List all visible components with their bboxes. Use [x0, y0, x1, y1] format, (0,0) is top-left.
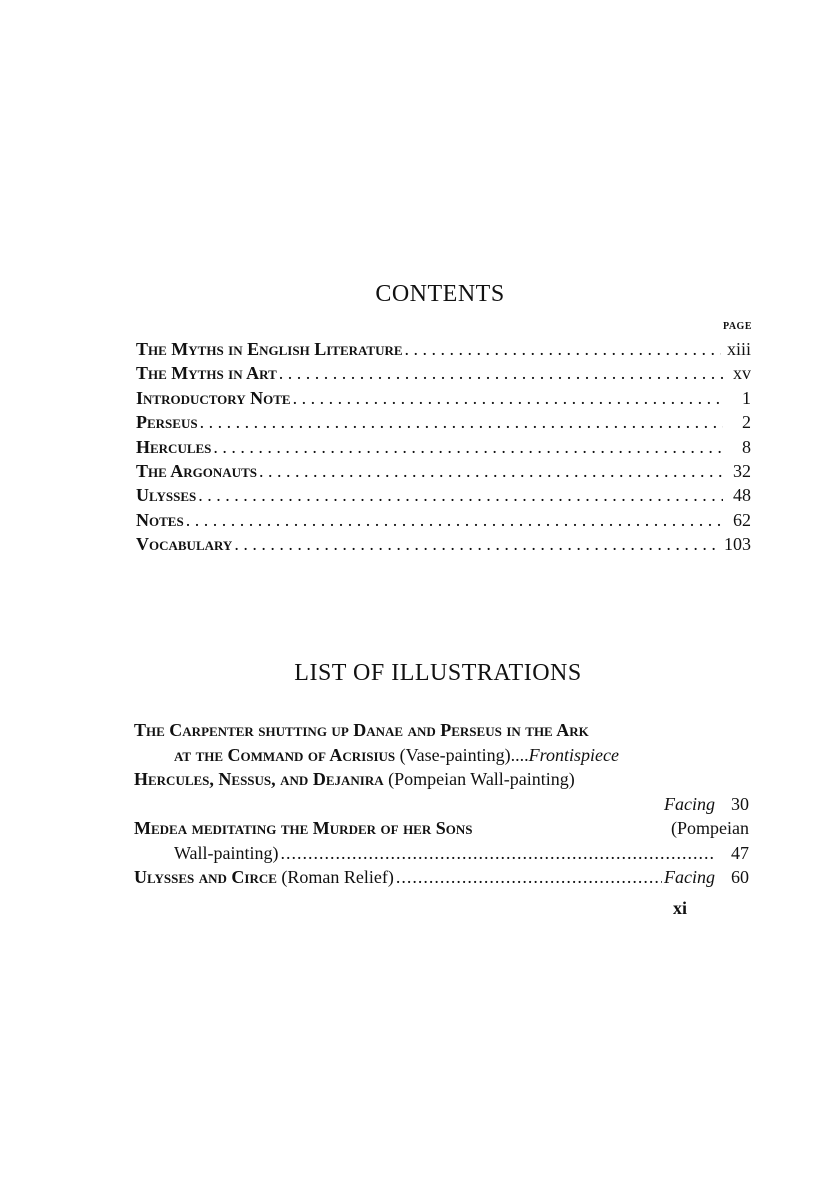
illustration-page: 47	[731, 842, 749, 863]
toc-entry	[136, 339, 751, 363]
illustrations-heading: LIST OF ILLUSTRATIONS	[294, 660, 582, 686]
toc-entry-page: 48	[733, 485, 751, 506]
toc-entry	[136, 510, 751, 534]
toc-entry-title: The Argonauts	[136, 460, 257, 481]
toc-entry-page: 8	[742, 436, 751, 457]
leader-dots: ....	[510, 744, 529, 765]
leader-dots	[279, 363, 723, 384]
illustration-location: Facing	[664, 867, 715, 887]
toc-entry	[136, 534, 751, 558]
illustration-title: Hercules, Nessus, and Dejanira	[134, 769, 384, 789]
toc-entry-title: Hercules	[136, 436, 212, 457]
illustration-page: 60	[731, 867, 749, 887]
toc-entry	[136, 461, 751, 485]
toc-entry	[136, 485, 751, 509]
illustration-entry-continued	[134, 794, 749, 819]
toc-entry-page: 103	[724, 534, 751, 555]
toc-entry-title: Vocabulary	[136, 534, 233, 555]
illustration-medium: (Pompeian Wall-painting)	[388, 769, 575, 789]
illustration-title: Ulysses and Circe	[134, 867, 277, 887]
toc-entry-page: xiii	[726, 339, 751, 359]
toc-entry-page: xv	[733, 363, 751, 384]
illustration-entry-continued	[134, 843, 749, 868]
toc-entry-title: The Myths in English Literature	[136, 339, 403, 359]
toc-entry-title: The Myths in Art	[136, 363, 277, 384]
toc-entry	[136, 363, 751, 387]
toc-entry-page: 1	[742, 387, 751, 408]
illustration-title-continued: at the Command of Acrisius	[174, 744, 396, 765]
toc-entry-title: Perseus	[136, 412, 198, 433]
illustration-entry	[134, 818, 749, 843]
contents-list	[136, 339, 751, 559]
toc-entry	[136, 412, 751, 436]
illustration-medium: (Roman Relief)	[281, 867, 394, 887]
illustration-title: The Carpenter shutting up Danae and Perseus in the Ark	[134, 720, 589, 740]
toc-entry-page: 62	[733, 509, 751, 530]
illustration-page: 30	[731, 793, 749, 814]
illustration-entry	[134, 769, 749, 794]
contents-heading: CONTENTS	[375, 281, 505, 307]
toc-entry	[136, 437, 751, 461]
illustration-location: Frontispiece	[528, 744, 619, 765]
illustrations-list	[134, 720, 749, 892]
toc-entry-title: Ulysses	[136, 485, 197, 506]
page-number: xi	[672, 898, 687, 918]
toc-entry-title: Introductory Note	[136, 387, 291, 408]
leader-dots	[213, 437, 723, 458]
illustration-location: Facing	[664, 793, 715, 814]
leader-dots	[396, 867, 662, 888]
illustration-medium: (Pompeian	[671, 818, 749, 838]
leader-dots	[234, 534, 718, 555]
illustration-entry	[134, 720, 749, 745]
illustration-entry-continued	[134, 745, 749, 770]
toc-entry-page: 2	[742, 412, 751, 433]
leader-dots	[281, 843, 713, 864]
page-column-label: PAGE	[722, 321, 752, 332]
leader-dots	[293, 388, 723, 409]
leader-dots	[200, 412, 723, 433]
illustration-entry	[134, 867, 749, 892]
toc-entry-page: 32	[733, 460, 751, 481]
illustration-medium: (Vase-painting)	[399, 744, 511, 765]
illustration-medium-continued: Wall-painting)	[174, 842, 279, 863]
toc-entry	[136, 388, 751, 412]
toc-entry-title: Notes	[136, 509, 184, 530]
leader-dots	[405, 339, 721, 360]
leader-dots	[186, 510, 723, 531]
leader-dots	[198, 485, 723, 506]
leader-dots	[259, 461, 723, 482]
illustration-title: Medea meditating the Murder of her Sons	[134, 818, 473, 838]
